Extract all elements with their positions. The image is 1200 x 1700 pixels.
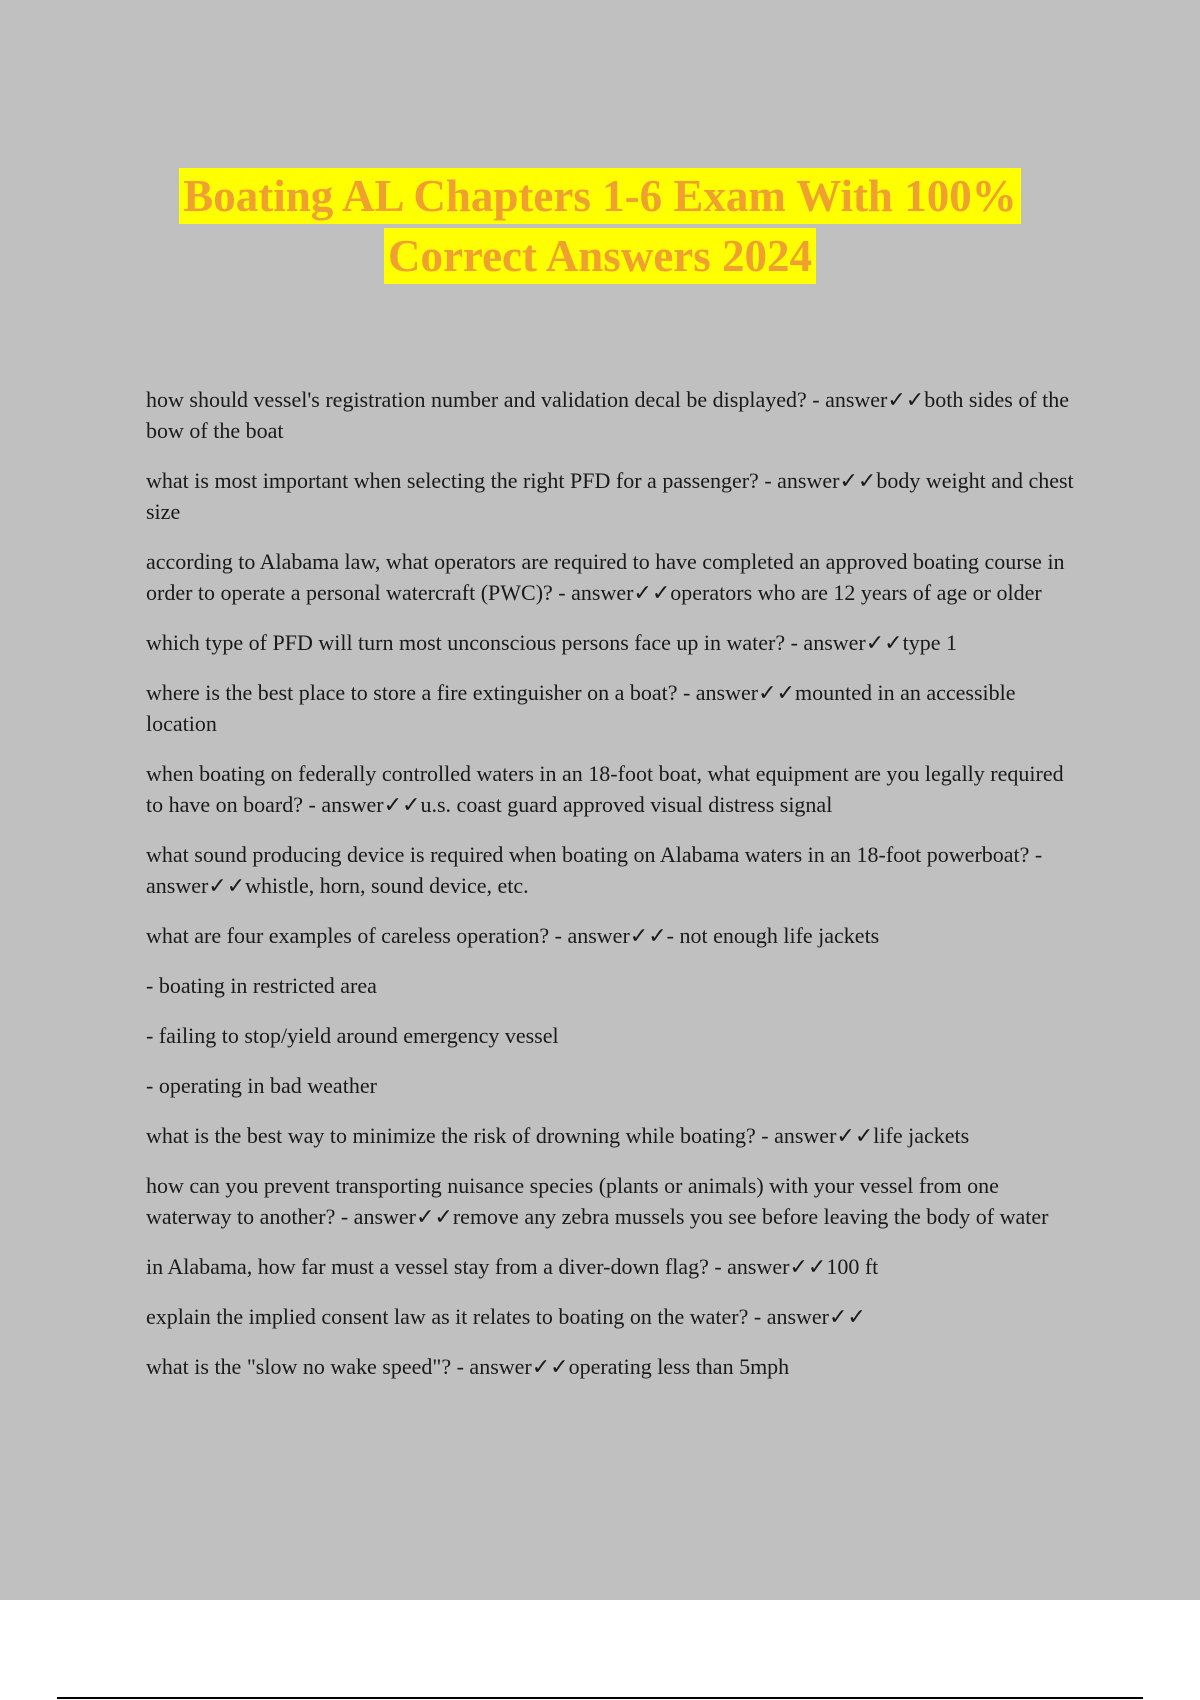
question-paragraph: which type of PFD will turn most unconscious persons face up in water? - answer✓✓type 1 <box>146 630 957 655</box>
question-paragraph: what are four examples of careless operation? - answer✓✓- not enough life jackets <box>146 923 880 948</box>
question-paragraph: in Alabama, how far must a vessel stay from a diver-down flag? - answer✓✓100 ft <box>146 1254 879 1279</box>
question-paragraph: what is the best way to minimize the risk of drowning while boating? - answer✓✓life jackets <box>146 1123 970 1148</box>
answer-list-item: - failing to stop/yield around emergency vessel <box>146 1023 559 1048</box>
page-divider <box>57 1697 1143 1699</box>
answer-list-item: - boating in restricted area <box>146 973 377 998</box>
document-title <box>0 168 1200 288</box>
question-list <box>146 384 1086 1401</box>
question-paragraph: what is the "slow no wake speed"? - answer✓✓operating less than 5mph <box>146 1354 790 1379</box>
question-paragraph: what is most important when selecting the right PFD for a passenger? - answer✓✓body weight and chest size <box>146 468 1074 524</box>
question-paragraph: where is the best place to store a fire extinguisher on a boat? - answer✓✓mounted in an accessible location <box>146 680 1016 736</box>
question-paragraph: how can you prevent transporting nuisance species (plants or animals) with your vessel from one waterway to another? - answer✓✓remove any zebra mussels you see before leaving the body of water <box>146 1173 1049 1229</box>
question-paragraph: explain the implied consent law as it relates to boating on the water? - answer✓✓ <box>146 1304 866 1329</box>
answer-list-item: - operating in bad weather <box>146 1073 377 1098</box>
question-paragraph: how should vessel's registration number and validation decal be displayed? - answer✓✓both sides of the bow of the boat <box>146 387 1070 443</box>
title-line-2: Correct Answers 2024 <box>384 228 816 284</box>
question-paragraph: when boating on federally controlled waters in an 18-foot boat, what equipment are you legally required to have on board? - answer✓✓u.s. coast guard approved visual distress signal <box>146 761 1064 817</box>
question-paragraph: what sound producing device is required when boating on Alabama waters in an 18-foot powerboat? - answer✓✓whistle, horn, sound device, etc. <box>146 842 1043 898</box>
question-paragraph: according to Alabama law, what operators are required to have completed an approved boating course in order to operate a personal watercraft (PWC)? - answer✓✓operators who are 12 years of age or older <box>146 549 1065 605</box>
title-line-1: Boating AL Chapters 1-6 Exam With 100% <box>179 168 1020 224</box>
